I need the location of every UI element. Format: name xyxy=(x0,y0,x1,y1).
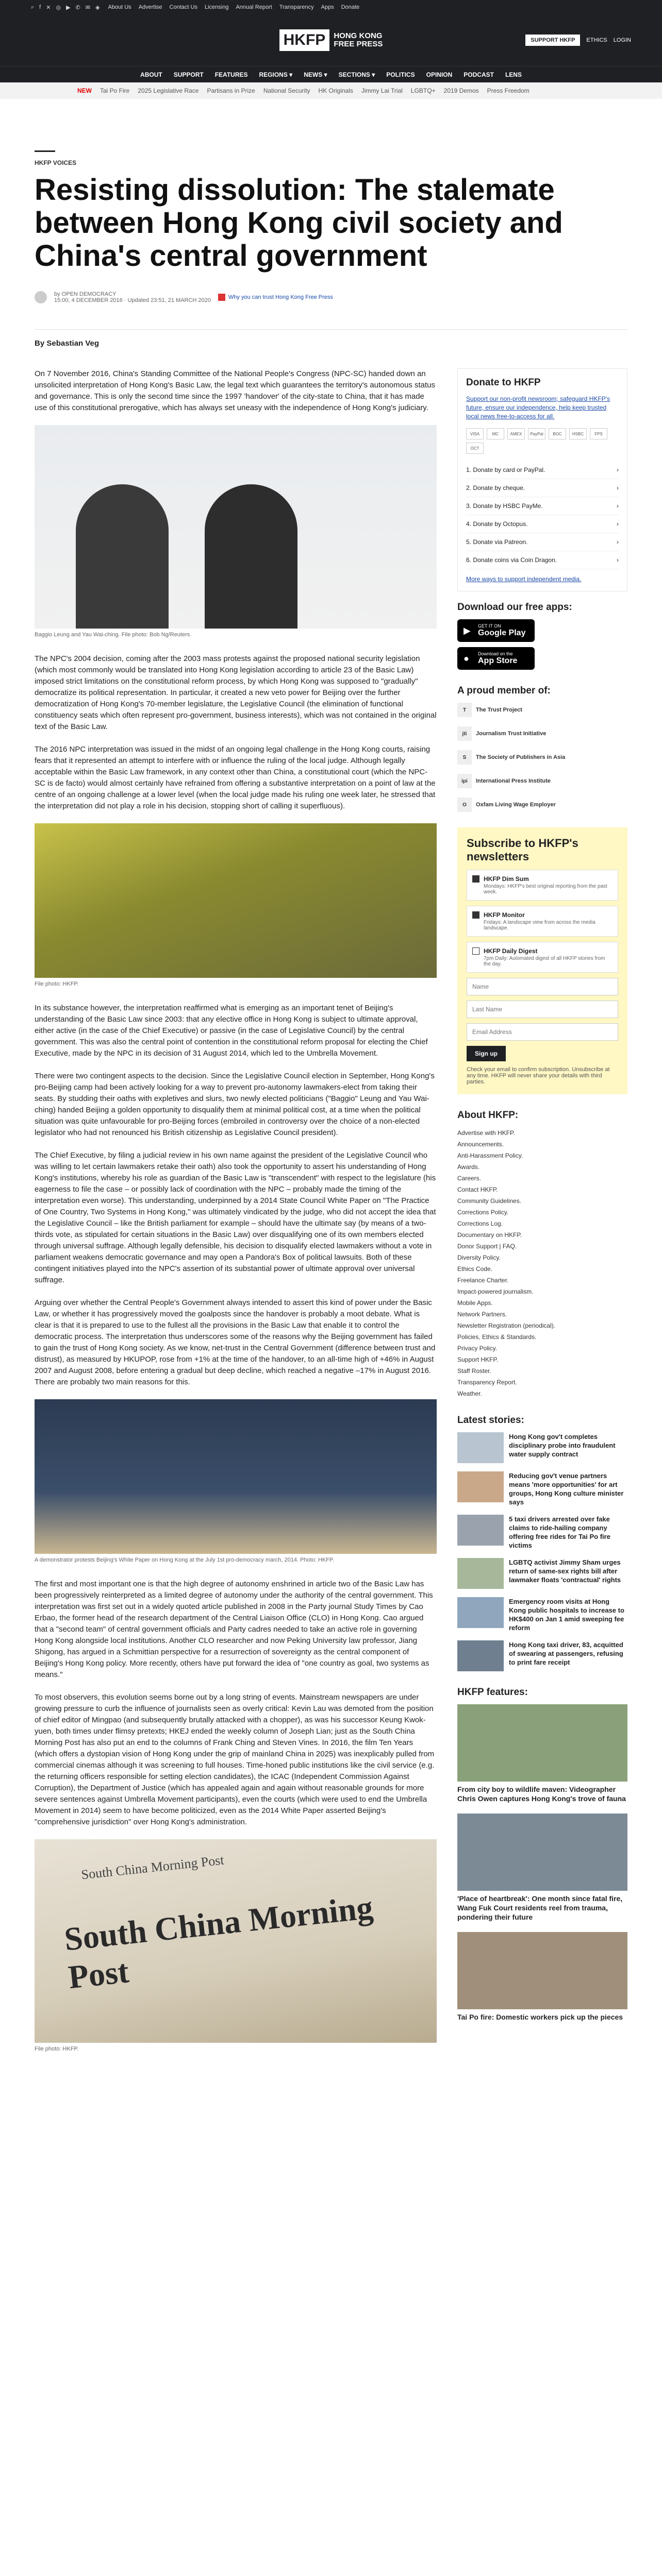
paragraph: The 2016 NPC interpretation was issued in the midst of an ongoing legal challenge in the Hong Kong courts, raising fears that it represented an attempt to interfere with or influence the ruling of the local judge. Although legally acceptable within the Basic Law framework, in any context other than China, a constitutional court (which the NPC-SC is de facto) would almost certainly have refrained from offering a substantive interpretation on a point of law at the centre of an ongoing challenge at a lower level (when the local judge made his ruling one week later, he stressed that the interpretation did not play a role in his decision, stopping short of calling it superfluous). xyxy=(35,745,436,810)
article-meta xyxy=(35,291,627,303)
feature-title: Tai Po fire: Domestic workers pick up the pieces xyxy=(457,2013,623,2021)
top-utility-bar xyxy=(0,0,662,14)
article-kicker[interactable]: HKFP VOICES xyxy=(35,150,55,166)
hsbc-logo: HSBC xyxy=(569,428,587,439)
photo-umbrella-banners xyxy=(35,823,437,978)
story-item[interactable] xyxy=(457,1432,627,1463)
logo-line-2: FREE PRESS xyxy=(334,40,383,48)
donate-option-label: 4. Donate by Octopus. xyxy=(466,520,528,528)
about-link[interactable]: Staff Roster. xyxy=(457,1367,491,1375)
newsletter-option[interactable] xyxy=(467,942,618,973)
about-link[interactable]: Transparency Report. xyxy=(457,1379,517,1386)
story-title: Reducing gov't venue partners means 'more opportunities' for art groups, Hong Kong culture minister says xyxy=(509,1472,624,1506)
donate-option-label: 5. Donate via Patreon. xyxy=(466,538,528,546)
nav-about[interactable]: ABOUT xyxy=(140,71,162,78)
link-contact[interactable]: Contact Us xyxy=(169,4,197,10)
login-link[interactable]: LOGIN xyxy=(613,37,631,43)
photo-caption: A demonstrator protests Beijing's White Paper on Hong Kong at the July 1st pro-democracy march, 2014. Photo: HKFP. xyxy=(35,1557,334,1563)
feature-image xyxy=(457,1932,627,2009)
about-link[interactable]: Network Partners. xyxy=(457,1311,507,1318)
social-links xyxy=(31,4,100,11)
gp-big: Google Play xyxy=(478,629,526,637)
member-oxfam[interactable] xyxy=(457,798,627,812)
link-licensing[interactable]: Licensing xyxy=(204,4,229,10)
visa-logo: VISA xyxy=(466,428,484,439)
option-title: HKFP Monitor xyxy=(484,911,525,919)
donate-option[interactable] xyxy=(466,515,619,533)
donate-option-label: 1. Donate by card or PayPal. xyxy=(466,466,545,473)
figure xyxy=(35,1399,437,1563)
member-name: The Society of Publishers in Asia xyxy=(476,754,566,760)
latest-title: Latest stories: xyxy=(457,1415,524,1426)
content-layout xyxy=(35,368,627,2067)
trending-item[interactable]: Jimmy Lai Trial xyxy=(361,87,403,94)
main-nav xyxy=(0,66,662,82)
photo-figure-right xyxy=(205,484,297,629)
nav-features[interactable]: FEATURES xyxy=(214,71,248,78)
figure xyxy=(35,1839,437,2052)
mastercard-logo: MC xyxy=(487,428,504,439)
feature-item[interactable] xyxy=(457,1932,627,2022)
donate-option-label: 2. Donate by cheque. xyxy=(466,484,525,492)
about-link[interactable]: Newsletter Registration (periodical). xyxy=(457,1322,556,1329)
search-icon[interactable]: ⌕ xyxy=(31,4,35,10)
rss-icon[interactable]: ◈ xyxy=(95,4,100,11)
option-title: HKFP Dim Sum xyxy=(484,875,529,883)
about-link[interactable]: Donor Support | FAQ. xyxy=(457,1243,517,1250)
about-link[interactable]: Mobile Apps. xyxy=(457,1299,493,1307)
member-name: International Press Institute xyxy=(476,778,551,784)
chevron-right-icon: › xyxy=(617,484,619,492)
about-link[interactable]: Freelance Charter. xyxy=(457,1277,509,1284)
nav-politics[interactable]: POLITICS xyxy=(386,71,415,78)
trust-badge[interactable] xyxy=(218,294,333,301)
link-donate[interactable]: Donate xyxy=(341,4,360,10)
paragraph: Arguing over whether the Central People's Government always intended to assert this kind of power under the Basic Law, or whether it has progressively moved the goalposts since the handover is probably a moot debate. What is clear is that it is prepared to use to the fullest all the provisions in the Basic Law that enable it to control the democratic process. The interpretation thus underscores some of the reasons why the Beijing government has failed to gain the trust of Hong Kong society. As we know, net-trust in the Central Government (difference between trust and distrust), as measured by HKUPOP, rose from +1% at the time of the handover, to an all-time high of +46% in August 2007 and August 2008, before entering a gradual but deep decline, which reached a negative –17% in August 2016. There are probably two main reasons for this. xyxy=(35,1298,436,1386)
option-desc: 7pm Daily: Automated digest of all HKFP stories from the day. xyxy=(484,956,605,967)
story-item[interactable] xyxy=(457,1471,627,1506)
trending-item[interactable]: LGBTQ+ xyxy=(410,87,436,94)
figure xyxy=(35,425,437,638)
member-name: The Trust Project xyxy=(476,707,522,713)
as-small: Download on the xyxy=(478,651,513,656)
story-thumb xyxy=(457,1597,504,1628)
donate-option-label: 6. Donate coins via Coin Dragon. xyxy=(466,556,557,564)
nav-opinion[interactable]: OPINION xyxy=(426,71,453,78)
member-name: Journalism Trust Initiative xyxy=(476,731,547,737)
paragraph: On 7 November 2016, China's Standing Committee of the National People's Congress (NPC-SC) handed down an unsolicited interpretation of Hong Kong's Basic Law, the legal text which guarantees the territory's autonomous status and governance. This is only the second time since the 1997 'handover' of the city-state to China, that it has made use of this constitutional prerogative, which has always set uneasy with the independence of Hong Kong's judiciary. xyxy=(35,369,436,412)
email-icon[interactable]: ✉ xyxy=(85,4,90,11)
checkbox-checked[interactable] xyxy=(472,911,479,919)
donate-option[interactable] xyxy=(466,533,619,551)
checkbox-checked[interactable] xyxy=(472,875,479,883)
nav-regions[interactable]: REGIONS ▾ xyxy=(259,71,293,78)
trending-item[interactable]: Partisans in Prize xyxy=(207,87,255,94)
story-item[interactable] xyxy=(457,1597,627,1632)
chevron-right-icon: › xyxy=(617,466,619,473)
newsletter-note: Check your email to confirm subscription. Unsubscribe at any time. HKFP will never share your details with third parties. xyxy=(467,1066,610,1085)
photo-caption: Baggio Leung and Yau Wai-ching. File photo: Bob Ng/Reuters. xyxy=(35,632,192,638)
donate-card xyxy=(457,368,627,591)
octopus-logo: OCT xyxy=(466,443,484,454)
paragraph: To most observers, this evolution seems borne out by a long string of events. Mainstream newspapers are under growing pressure to curb the influence of journalists seen as overly critical: Kevin Lau was demoted from the position of chief editor of Mingpao (and subsequently brutally attacked with a chopper), as was his successor Keung Kwok-yuen, both times under flimsy pretexts; HKEJ ended the weekly column of Joseph Lian; just as the South China Morning Post has also put an end to the columns of Frank Ching and Steven Vines. In 2016, the film Ten Years (which offers a dystopian vision of Hong Kong under the grip of mainland China in 2025) was inexplicably pulled from commercial cinemas although it was screening to full houses. Time-honed public institutions like the civil service (e.g. the returning officers responsible for setting election candidates), the ICAC (Independent Commission Against Corruption), the Department of Justice (which has appealed again and again without reasonable grounds for more severe sentences against Umbrella Movement participants), even the courts (which were used to end the Umbrella Movement in 2014) seem to have become politicized, even as the 2014 White Paper asserted Beijing's "comprehensive jurisdiction" over Hong Kong's administration. xyxy=(35,1693,435,1826)
option-desc: Fridays: A landscape view from across the media landscape. xyxy=(484,920,595,931)
article-body xyxy=(35,368,437,2067)
members-title: A proud member of: xyxy=(457,685,551,696)
story-thumb xyxy=(457,1515,504,1546)
story-title: Hong Kong gov't completes disciplinary probe into fraudulent water supply contract xyxy=(509,1433,616,1458)
apple-icon: ● xyxy=(464,653,469,664)
amex-logo: AMEX xyxy=(507,428,525,439)
newsletter-title: Subscribe to HKFP's newsletters xyxy=(467,837,578,863)
ethics-link[interactable]: ETHICS xyxy=(586,37,607,43)
feature-image xyxy=(457,1814,627,1891)
photo-protest-march xyxy=(35,1399,437,1554)
author-avatar xyxy=(35,291,47,303)
feature-image xyxy=(457,1704,627,1782)
member-trust-project[interactable] xyxy=(457,703,627,717)
story-title: LGBTQ activist Jimmy Sham urges return of same-sex rights bill after lawmaker floats 'contractual' rights xyxy=(509,1558,621,1584)
as-big: App Store xyxy=(478,656,518,665)
photo-lawmakers xyxy=(35,425,437,629)
sidebar xyxy=(457,368,627,2067)
app-store-button[interactable] xyxy=(457,647,535,670)
trending-item[interactable]: Tai Po Fire xyxy=(100,87,130,94)
donate-text xyxy=(466,395,619,421)
chevron-right-icon: › xyxy=(617,556,619,564)
member-logos xyxy=(457,703,627,812)
about-link[interactable]: Corrections Log. xyxy=(457,1220,503,1227)
trending-item[interactable]: 2025 Legislative Race xyxy=(138,87,199,94)
story-item[interactable] xyxy=(457,1640,627,1671)
header-actions xyxy=(525,35,631,46)
chevron-right-icon: › xyxy=(617,520,619,528)
jti-icon: jti xyxy=(457,726,472,741)
oxfam-icon: O xyxy=(457,798,472,812)
nav-support[interactable]: SUPPORT xyxy=(173,71,204,78)
photo-newspaper xyxy=(35,1839,437,2043)
about-link[interactable]: Advertise with HKFP. xyxy=(457,1129,515,1137)
story-thumb xyxy=(457,1471,504,1502)
more-ways-link[interactable]: More ways to support independent media. xyxy=(466,575,582,583)
payment-logos xyxy=(466,428,619,454)
about-link[interactable]: Diversity Policy. xyxy=(457,1254,501,1261)
sopa-icon: S xyxy=(457,750,472,765)
paragraph: There were two contingent aspects to the decision. Since the Legislative Council election in September, Hong Kong's pro-Beijing camp had been actively looking for a way to prevent pro-autonomy lawmakers-elect from taking their seats. By studding their oaths with expletives and slurs, two newly elected politicians ("Baggio" Leung and Yau Wai-ching) handed Beijing a golden opportunity to disqualify them at minimal political cost, at a time when the political situation was quite unfavourable for pro-Beijing forces (embroiled in controversy over the choice of a non-elected legislator who had not renounced his British citizenship as Legislative Council president). xyxy=(35,1072,435,1137)
about-link[interactable]: Weather. xyxy=(457,1390,482,1397)
ipi-icon: ipi xyxy=(457,774,472,788)
whatsapp-icon[interactable]: ✆ xyxy=(75,4,80,11)
donate-title: Donate to HKFP xyxy=(466,377,541,388)
about-link[interactable]: Anti-Harassment Policy. xyxy=(457,1152,523,1159)
apps-title: Download our free apps: xyxy=(457,602,572,613)
feature-title: 'Place of heartbreak': One month since fatal fire, Wang Fuk Court residents reel from trauma, pondering their future xyxy=(457,1894,623,1921)
article-source xyxy=(54,291,211,303)
donate-option[interactable] xyxy=(466,461,619,479)
latest-stories xyxy=(457,1415,627,1671)
trending-item[interactable]: HK Originals xyxy=(318,87,353,94)
logo-text xyxy=(334,32,383,48)
member-sopa[interactable] xyxy=(457,750,627,765)
link-transparency[interactable]: Transparency xyxy=(279,4,314,10)
paragraph: The NPC's 2004 decision, coming after the 2003 mass protests against the proposed national security legislation (which most commonly would be translated into Hong Kong legislation according to article 23 of the Basic Law) imposed strict limitations on the constitutional reform process, by which Hong Kong was supposed to "gradually" democratize its political representation. In particular, it created a new veto power for Beijing over the further democratization of Hong Kong's 70-member legislature, the Legislative Council (the elimination of functional constituency seats which often represent pro-government, business interests), which was not contained in the original text of the Basic Law. xyxy=(35,654,437,731)
trust-project-icon: T xyxy=(457,703,472,717)
paragraph: The first and most important one is that the high degree of autonomy enshrined in article two of the Basic Law has been progressively reinterpreted as a limited degree of autonomy under the authority of the central government. This interpretation was first set out in a widely quoted article published in 2008 in the Party journal Study Times by Cao Erbao, the former head of the research department of the Central Liaison Office (CLO) in Hong Kong. Cao argued that a "second team" of central government officials and Party cadres needed to take an active role in governing Hong Kong alongside local institutions. Another CLO researcher and now Peking University law professor, Jiang Shigong, has argued in a Schmittian perspective for a resurrection of sovereignty as the central component of Beijing's Hong Kong policy. More recently, others have put forward the idea of "one country as goal, two systems as means." xyxy=(35,1580,433,1679)
donate-options xyxy=(466,461,619,569)
email-input[interactable] xyxy=(467,1023,618,1041)
about-link[interactable]: Documentary on HKFP. xyxy=(457,1231,522,1239)
instagram-icon[interactable]: ◎ xyxy=(56,4,61,11)
trending-item[interactable]: Press Freedom xyxy=(487,87,529,94)
about-link[interactable]: Community Guidelines. xyxy=(457,1197,522,1205)
about-link[interactable]: Contact HKFP. xyxy=(457,1186,498,1193)
article-container xyxy=(35,150,627,2067)
link-advertise[interactable]: Advertise xyxy=(138,4,162,10)
paragraph: In its substance however, the interpretation reaffirmed what is emerging as an important tenet of Beijing's understanding of the Basic Law since 2003: that any elective office in Hong Kong is subject to ultimate approval, either active (in the case of the Chief Executive) or passive (in the case of Legislative Council) by the central government. This was also the central point of contention in the constitutional reform proposal for electing the Chief Executive, made by the NPC in its decision of 31 August 2014, which led to the Umbrella Movement. xyxy=(35,1004,428,1058)
features-title: HKFP features: xyxy=(457,1687,528,1698)
story-item[interactable] xyxy=(457,1515,627,1550)
donate-option-label: 3. Donate by HSBC PayMe. xyxy=(466,502,543,510)
new-label: NEW xyxy=(77,87,92,94)
donate-link[interactable]: Support our non-profit newsroom; safeguard HKFP's future, ensure our independence, help keep trusted local news free-to-access for all. xyxy=(466,395,610,420)
boc-logo: BOC xyxy=(549,428,566,439)
link-apps[interactable]: Apps xyxy=(321,4,334,10)
youtube-icon[interactable]: ▶ xyxy=(66,4,71,11)
about-link[interactable]: Support HKFP. xyxy=(457,1356,499,1363)
story-thumb xyxy=(457,1558,504,1589)
photo-caption: File photo: HKFP. xyxy=(35,2046,79,2052)
trending-item[interactable]: 2019 Demos xyxy=(443,87,479,94)
site-logo[interactable] xyxy=(279,29,383,51)
newspaper-masthead-small: South China Morning Post xyxy=(80,1852,225,1883)
byline: By Sebastian Veg xyxy=(35,329,627,348)
name-input[interactable] xyxy=(467,978,618,995)
about-title: About HKFP: xyxy=(457,1110,519,1121)
member-jti[interactable] xyxy=(457,726,627,741)
story-title: Hong Kong taxi driver, 83, acquitted of swearing at passengers, refusing to print fare receipt xyxy=(509,1641,623,1666)
last-name-input[interactable] xyxy=(467,1001,618,1018)
nav-podcast[interactable]: PODCAST xyxy=(464,71,494,78)
about-link[interactable]: Ethics Code. xyxy=(457,1265,493,1273)
photo-caption: File photo: HKFP. xyxy=(35,981,79,987)
newspaper-masthead: South China Morning Post xyxy=(62,1889,375,1996)
newsletter-option[interactable] xyxy=(467,870,618,901)
story-title: Emergency room visits at Hong Kong public hospitals to increase to HK$400 on Jan 1 amid sweeping fee reform xyxy=(509,1598,624,1632)
trending-bar xyxy=(0,82,662,99)
link-annual-report[interactable]: Annual Report xyxy=(236,4,272,10)
article-dates: 15:00, 4 DECEMBER 2016 · Updated 23:51, 21 MARCH 2020 xyxy=(54,297,211,303)
facebook-icon[interactable]: f xyxy=(39,4,41,10)
app-badges xyxy=(457,619,627,670)
link-about[interactable]: About Us xyxy=(108,4,131,10)
feature-item[interactable] xyxy=(457,1814,627,1922)
story-thumb xyxy=(457,1432,504,1463)
chevron-right-icon: › xyxy=(617,538,619,546)
source-name[interactable]: by OPEN DEMOCRACY xyxy=(54,291,117,297)
story-thumb xyxy=(457,1640,504,1671)
about-link[interactable]: Privacy Policy. xyxy=(457,1345,498,1352)
trust-icon xyxy=(218,294,225,301)
paragraph: The Chief Executive, by filing a judicial review in his own name against the president of the Legislative Council who was willing to let certain lawmakers retake their oath) also took the opportunity to assert his understanding of Hong Kong's institutions, whereby his role as guardian of the Basic Law is "transcendent" with respect to the legislature (his eagerness to file the case – or possibly lack of coordination with the NPC – probably made the timing of the interpretation even worse). This understanding, underpinned by a 2014 State Council White Paper on "The Practice of One Country, Two Systems in Hong Kong," was ultimately vindicated by the judge, who did not accept the idea that the Legislative Council – like the British parliament for example – should have the ultimate say (by means of a two-thirds vote, as stipulated for certain situations in the Basic Law) over disqualifying one of its own members elected through universal suffrage. Although legally defensible, his decision to disqualify elected lawmakers without a vote in parliament weakens democratic governance and may open a Pandora's Box of political lawsuits. Both of these contingent initiatives played into the NPC's assertion of its substantial power of ultimate approval over universal suffrage. xyxy=(35,1151,436,1284)
story-title: 5 taxi drivers arrested over fake claims to ride-hailing company offering free rides for Tai Po fire victims xyxy=(509,1515,610,1549)
nav-news[interactable]: NEWS ▾ xyxy=(304,71,327,78)
trending-item[interactable]: National Security xyxy=(263,87,310,94)
member-name: Oxfam Living Wage Employer xyxy=(476,802,556,808)
option-title: HKFP Daily Digest xyxy=(484,947,538,955)
donate-option[interactable] xyxy=(466,551,619,569)
newsletter-box xyxy=(457,827,627,1094)
member-ipi[interactable] xyxy=(457,774,627,788)
play-icon: ▶ xyxy=(464,625,471,636)
google-play-button[interactable] xyxy=(457,619,535,642)
chevron-right-icon: › xyxy=(617,502,619,510)
logo-line-1: HONG KONG xyxy=(334,31,383,40)
photo-figure-left xyxy=(76,484,169,629)
donate-option[interactable] xyxy=(466,497,619,515)
about-link[interactable]: Awards. xyxy=(457,1163,480,1171)
nav-sections[interactable]: SECTIONS ▾ xyxy=(338,71,375,78)
about-links xyxy=(457,1127,627,1399)
signup-button[interactable]: Sign up xyxy=(467,1046,506,1061)
about-link[interactable]: Corrections Policy. xyxy=(457,1209,509,1216)
donate-option[interactable] xyxy=(466,479,619,497)
support-button[interactable]: SUPPORT HKFP xyxy=(525,35,580,46)
nav-lens[interactable]: LENS xyxy=(505,71,522,78)
about-link[interactable]: Announcements. xyxy=(457,1141,504,1148)
fps-logo: FPS xyxy=(590,428,607,439)
about-link[interactable]: Policies, Ethics & Standards. xyxy=(457,1333,537,1341)
trust-text: Why you can trust Hong Kong Free Press xyxy=(228,294,333,300)
x-icon[interactable]: ✕ xyxy=(46,4,51,11)
newsletter-option[interactable] xyxy=(467,906,618,937)
logo-mark: HKFP xyxy=(279,29,330,51)
about-link[interactable]: Careers. xyxy=(457,1175,482,1182)
paypal-logo: PayPal xyxy=(528,428,545,439)
utility-links xyxy=(108,4,359,10)
article-title: Resisting dissolution: The stalemate between Hong Kong civil society and China's central government xyxy=(35,173,563,273)
checkbox[interactable] xyxy=(472,947,479,955)
feature-title: From city boy to wildlife maven: Videographer Chris Owen captures Hong Kong's trove of fauna xyxy=(457,1785,626,1803)
about-link[interactable]: Impact-powered journalism. xyxy=(457,1288,534,1295)
gp-small: GET IT ON xyxy=(478,623,501,629)
figure xyxy=(35,823,437,987)
option-desc: Mondays: HKFP's best original reporting from the past week. xyxy=(484,884,607,895)
feature-item[interactable] xyxy=(457,1704,627,1803)
story-item[interactable] xyxy=(457,1558,627,1589)
site-header xyxy=(0,14,662,66)
